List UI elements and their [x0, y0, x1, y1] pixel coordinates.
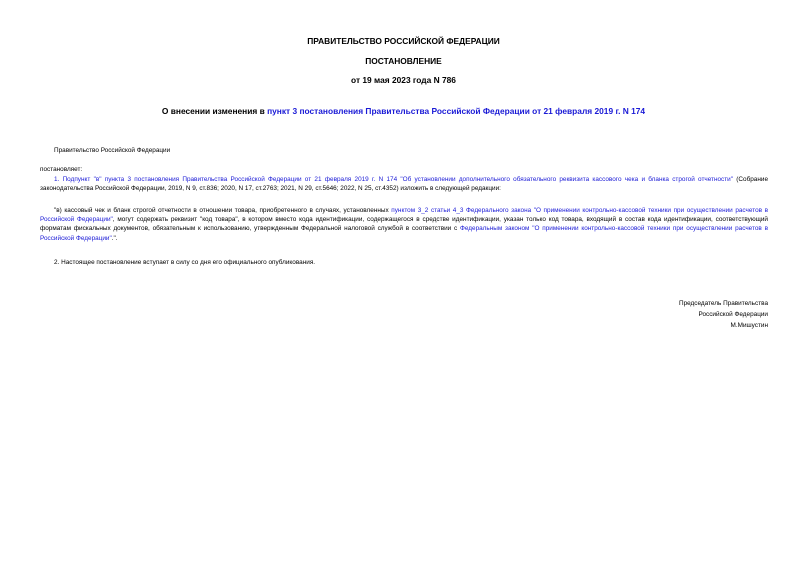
quote-text-a: "в) кассовый чек и бланк строгой отчетности в отношении товара, приобретенного в случаях, установленных: [54, 207, 392, 214]
signature-organization: Российской Федерации: [698, 311, 768, 318]
government-line: Правительство Российской Федерации: [54, 147, 171, 154]
quoted-subparagraph: [40, 206, 768, 243]
quote-text-c: .".: [111, 234, 118, 242]
document-title: [0, 106, 807, 117]
resolves-line: постановляет:: [40, 166, 83, 173]
signature-name: М.Мишустин: [730, 322, 768, 329]
quote-link-b[interactable]: Федеральным законом "О применении контрольно-кассовой техники при осуществлении расчетов в Российской Федерации": [40, 225, 768, 242]
signature-position: Председатель Правительства: [679, 300, 768, 307]
document-type-heading: ПОСТАНОВЛЕНИЕ: [365, 56, 442, 66]
title-link[interactable]: пункт 3 постановления Правительства Российской Федерации от 21 февраля 2019 г. N 174: [267, 106, 646, 116]
government-heading: ПРАВИТЕЛЬСТВО РОССИЙСКОЙ ФЕДЕРАЦИИ: [307, 36, 500, 46]
quote-text-b: , могут содержать реквизит "код товара", в котором вместо кода идентификации, содержащегося в средстве идентификации, указан только код товара, входящий в состав кода идентификации, соответствующий форматам фискальных документов, обязательным к использованию, утвержденным Федеральной налоговой службой в соответствии с: [40, 216, 769, 233]
date-number-heading: от 19 мая 2023 года N 786: [351, 75, 456, 85]
signature-block: [679, 298, 768, 331]
title-prefix: О внесении изменения в: [161, 106, 268, 116]
paragraph-1-link[interactable]: 1. Подпункт "в" пункта 3 постановления Правительства Российской Федерации от 21 февраля 2019 г. N 174 "Об установлении дополнительного обязательного реквизита кассового чека и бланка строгой отчетности": [54, 176, 734, 183]
quote-link-a[interactable]: пунктом 3_2 статьи 4_3 Федерального закона "О применении контрольно-кассовой техники при осуществлении расчетов в Российской Федерации": [40, 207, 769, 224]
paragraph-1-text: (Собрание законодательства Российской Федерации, 2019, N 9, ст.836; 2020, N 17, ст.2763; 2021, N 29, ст.5646; 2022, N 25, ст.4352) изложить в следующей редакции:: [40, 176, 768, 193]
paragraph-1: [40, 175, 768, 193]
paragraph-2: 2. Настоящее постановление вступает в силу со дня его официального опубликования.: [54, 259, 316, 266]
